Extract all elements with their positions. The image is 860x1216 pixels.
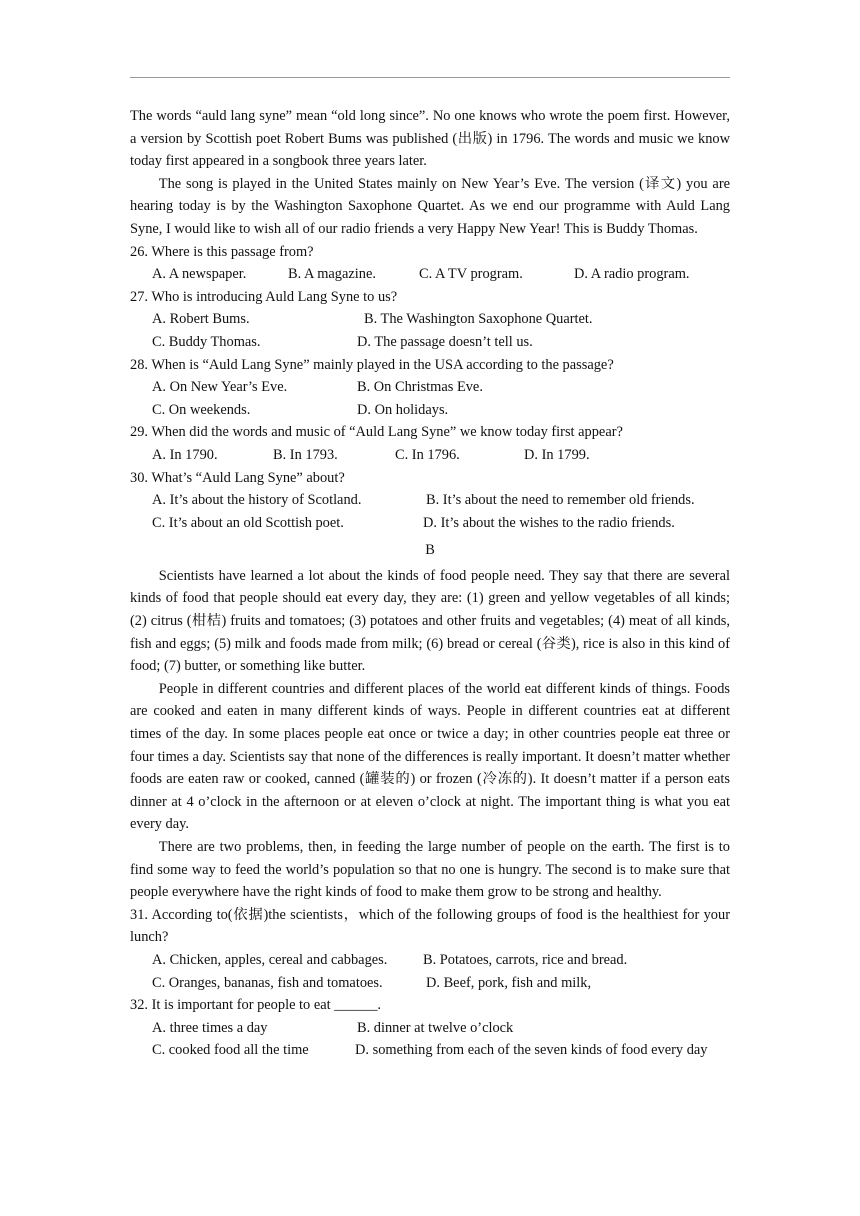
question-26: 26. Where is this passage from? xyxy=(130,243,314,260)
option-c: C. Oranges, bananas, fish and tomatoes. xyxy=(152,974,383,991)
question-32-options-row-2 xyxy=(130,1039,730,1062)
option-d: D. Beef, pork, fish and milk, xyxy=(426,974,592,991)
option-b: B. The Washington Saxophone Quartet. xyxy=(364,311,593,328)
option-a: A. On New Year’s Eve. xyxy=(152,379,288,396)
question-31: 31. According to(依据)the scientists，which of the following groups of food is the healthiest for your lunch? xyxy=(130,906,730,946)
option-a: A. Chicken, apples, cereal and cabbages. xyxy=(152,951,388,968)
option-c: C. cooked food all the time xyxy=(152,1042,309,1059)
question-26-options xyxy=(130,263,730,286)
question-32: 32. It is important for people to eat ______. xyxy=(130,997,381,1014)
header-rule xyxy=(130,77,730,78)
option-d: D. something from each of the seven kinds of food every day xyxy=(355,1042,708,1059)
option-b: B. On Christmas Eve. xyxy=(357,379,483,396)
question-30-options-row-2 xyxy=(130,512,730,535)
option-b: B. In 1793. xyxy=(273,446,338,463)
question-31-options-row-2 xyxy=(130,972,730,995)
option-a: A. Robert Bums. xyxy=(152,311,250,328)
passage-a-paragraph-2: The song is played in the United States mainly on New Year’s Eve. The version (译文) you are hearing today is by the Washington Saxophone Quartet. As we end our programme with Auld Lang Syne, I would like to wish all of our radio friends a very Happy New Year! This is Buddy Thomas. xyxy=(130,175,730,237)
option-d: D. A radio program. xyxy=(574,266,690,283)
question-29-options xyxy=(130,444,730,467)
question-27-options-row-2 xyxy=(130,331,730,354)
passage-b-paragraph-1: Scientists have learned a lot about the kinds of food people need. They say that there are several kinds of food that people should eat every day, they are: (1) green and yellow vegetables of all kinds; (2) citrus (柑桔) fruits and tomatoes; (3) potatoes and other fruits and vegetables; (4) meat of all kinds, fish and eggs; (5) milk and foods made from milk; (6) bread or cereal (谷类), rice is also in this kind of food; (7) butter, or something like butter. xyxy=(130,567,730,675)
option-a: A. In 1790. xyxy=(152,446,218,463)
question-30-options-row-1 xyxy=(130,489,730,512)
option-c: C. In 1796. xyxy=(395,446,460,463)
option-b: B. dinner at twelve o’clock xyxy=(357,1019,514,1036)
document-content xyxy=(130,105,730,1062)
question-28-options-row-1 xyxy=(130,376,730,399)
option-c: C. Buddy Thomas. xyxy=(152,333,261,350)
question-27-options-row-1 xyxy=(130,308,730,331)
option-a: A. three times a day xyxy=(152,1019,268,1036)
option-a: A. It’s about the history of Scotland. xyxy=(152,492,362,509)
option-c: C. It’s about an old Scottish poet. xyxy=(152,514,344,531)
question-28-options-row-2 xyxy=(130,399,730,422)
passage-a-paragraph-1: The words “auld lang syne” mean “old long since”. No one knows who wrote the poem first. However, a version by Scottish poet Robert Bums was published (出版) in 1796. The words and music we know today first appeared in a songbook three years later. xyxy=(130,108,730,170)
section-b-heading: B xyxy=(425,542,435,559)
option-a: A. A newspaper. xyxy=(152,266,247,283)
question-28: 28. When is “Auld Lang Syne” mainly played in the USA according to the passage? xyxy=(130,356,614,373)
option-b: B. It’s about the need to remember old friends. xyxy=(426,492,695,509)
option-c: C. On weekends. xyxy=(152,401,251,418)
option-b: B. A magazine. xyxy=(288,266,376,283)
option-d: D. It’s about the wishes to the radio friends. xyxy=(423,514,675,531)
passage-b-paragraph-2: People in different countries and different places of the world eat different kinds of things. Foods are cooked and eaten in many different kinds of ways. People in different countries eat at different times of the day. In some places people eat once or twice a day; in other countries people eat three or four times a day. Scientists say that none of the differences is really important. It doesn’t matter whether foods are eaten raw or cooked, canned (罐装的) or frozen (冷冻的). It doesn’t matter if a person eats dinner at 4 o’clock in the afternoon or at eleven o’clock at night. The important thing is what you eat every day. xyxy=(130,680,730,833)
passage-b-paragraph-3: There are two problems, then, in feeding the large number of people on the earth. The first is to find some way to feed the world’s population so that no one is hungry. The second is to make sure that people everywhere have the right kinds of food to make them grow to be strong and healthy. xyxy=(130,839,730,901)
question-30: 30. What’s “Auld Lang Syne” about? xyxy=(130,469,345,486)
option-c: C. A TV program. xyxy=(419,266,523,283)
option-d: D. On holidays. xyxy=(357,401,449,418)
option-d: D. The passage doesn’t tell us. xyxy=(357,333,533,350)
question-31-options-row-1 xyxy=(130,949,730,972)
question-27: 27. Who is introducing Auld Lang Syne to us? xyxy=(130,288,398,305)
option-b: B. Potatoes, carrots, rice and bread. xyxy=(423,951,628,968)
option-d: D. In 1799. xyxy=(524,446,590,463)
question-29: 29. When did the words and music of “Auld Lang Syne” we know today first appear? xyxy=(130,424,623,441)
question-32-options-row-1 xyxy=(130,1017,730,1040)
